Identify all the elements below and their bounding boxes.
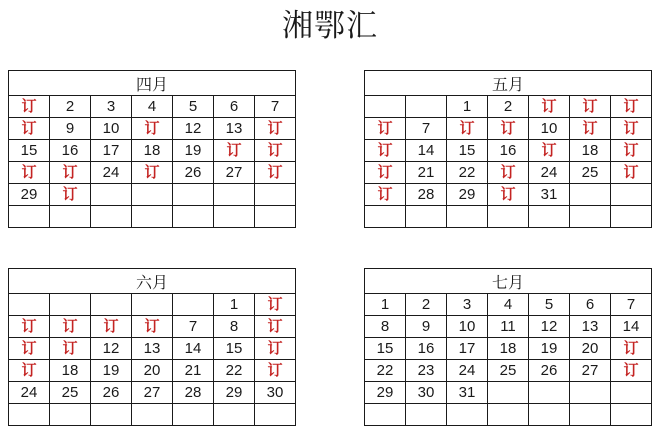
page-title: 湘鄂汇 <box>282 8 378 43</box>
booked-cell: 订 <box>611 360 652 382</box>
booked-cell: 订 <box>255 360 296 382</box>
calendar-week-row <box>9 404 296 426</box>
day-cell: 1 <box>447 96 488 118</box>
day-cell: 17 <box>447 338 488 360</box>
day-cell: 27 <box>570 360 611 382</box>
empty-cell <box>529 382 570 404</box>
calendar-week-row <box>365 206 652 228</box>
day-cell: 5 <box>173 96 214 118</box>
booked-cell: 订 <box>611 162 652 184</box>
booked-cell: 订 <box>255 140 296 162</box>
booked-cell: 订 <box>570 96 611 118</box>
day-cell: 29 <box>214 382 255 404</box>
day-cell: 12 <box>91 338 132 360</box>
day-cell: 15 <box>9 140 50 162</box>
day-cell: 13 <box>132 338 173 360</box>
day-cell: 3 <box>91 96 132 118</box>
calendar-week-row <box>9 184 296 206</box>
day-cell: 29 <box>447 184 488 206</box>
day-cell: 15 <box>365 338 406 360</box>
booked-cell: 订 <box>611 96 652 118</box>
empty-cell <box>9 404 50 426</box>
empty-cell <box>132 184 173 206</box>
empty-cell <box>611 404 652 426</box>
day-cell: 30 <box>406 382 447 404</box>
day-cell: 10 <box>447 316 488 338</box>
empty-cell <box>529 404 570 426</box>
booked-cell: 订 <box>570 118 611 140</box>
day-cell: 13 <box>214 118 255 140</box>
calendar-week-row <box>9 206 296 228</box>
day-cell: 30 <box>255 382 296 404</box>
empty-cell <box>365 206 406 228</box>
month-header-row <box>9 71 296 96</box>
day-cell: 17 <box>91 140 132 162</box>
empty-cell <box>50 206 91 228</box>
booked-cell: 订 <box>255 338 296 360</box>
empty-cell <box>611 184 652 206</box>
day-cell: 28 <box>406 184 447 206</box>
day-cell: 6 <box>570 294 611 316</box>
calendar-week-row <box>9 162 296 184</box>
day-cell: 3 <box>447 294 488 316</box>
empty-cell <box>91 404 132 426</box>
calendar-week-row <box>365 360 652 382</box>
day-cell: 25 <box>488 360 529 382</box>
month-header-april: 四月 <box>9 71 296 96</box>
day-cell: 20 <box>132 360 173 382</box>
booked-cell: 订 <box>611 118 652 140</box>
day-cell: 8 <box>365 316 406 338</box>
day-cell: 14 <box>173 338 214 360</box>
day-cell: 1 <box>365 294 406 316</box>
day-cell: 26 <box>173 162 214 184</box>
booked-cell: 订 <box>50 162 91 184</box>
empty-cell <box>50 294 91 316</box>
booked-cell: 订 <box>9 360 50 382</box>
booked-cell: 订 <box>365 162 406 184</box>
calendar-week-row <box>365 140 652 162</box>
day-cell: 18 <box>132 140 173 162</box>
calendar-week-row <box>9 338 296 360</box>
booked-cell: 订 <box>255 162 296 184</box>
empty-cell <box>132 206 173 228</box>
day-cell: 28 <box>173 382 214 404</box>
day-cell: 8 <box>214 316 255 338</box>
day-cell: 22 <box>214 360 255 382</box>
day-cell: 27 <box>132 382 173 404</box>
empty-cell <box>173 404 214 426</box>
empty-cell <box>173 294 214 316</box>
day-cell: 18 <box>50 360 91 382</box>
booked-cell: 订 <box>529 140 570 162</box>
day-cell: 19 <box>173 140 214 162</box>
month-header-july: 七月 <box>365 269 652 294</box>
empty-cell <box>255 404 296 426</box>
day-cell: 12 <box>173 118 214 140</box>
day-cell: 24 <box>9 382 50 404</box>
day-cell: 16 <box>406 338 447 360</box>
empty-cell <box>488 404 529 426</box>
empty-cell <box>132 404 173 426</box>
month-header-may: 五月 <box>365 71 652 96</box>
month-header-row <box>9 269 296 294</box>
booked-cell: 订 <box>255 316 296 338</box>
calendar-week-row <box>365 294 652 316</box>
calendar-may <box>364 70 652 228</box>
booked-cell: 订 <box>9 118 50 140</box>
calendar-week-row <box>9 316 296 338</box>
empty-cell <box>365 96 406 118</box>
booked-cell: 订 <box>132 162 173 184</box>
empty-cell <box>173 184 214 206</box>
booked-cell: 订 <box>255 118 296 140</box>
calendar-week-row <box>365 96 652 118</box>
calendar-week-row <box>365 184 652 206</box>
day-cell: 20 <box>570 338 611 360</box>
empty-cell <box>488 206 529 228</box>
day-cell: 6 <box>214 96 255 118</box>
empty-cell <box>529 206 570 228</box>
booked-cell: 订 <box>132 118 173 140</box>
calendar-week-row <box>365 162 652 184</box>
booked-cell: 订 <box>50 316 91 338</box>
booked-cell: 订 <box>488 184 529 206</box>
empty-cell <box>406 206 447 228</box>
booked-cell: 订 <box>365 140 406 162</box>
day-cell: 7 <box>406 118 447 140</box>
booked-cell: 订 <box>488 162 529 184</box>
day-cell: 4 <box>488 294 529 316</box>
calendar-week-row <box>365 404 652 426</box>
booked-cell: 订 <box>365 184 406 206</box>
empty-cell <box>570 206 611 228</box>
calendar-week-row <box>9 140 296 162</box>
calendar-week-row <box>365 118 652 140</box>
booked-cell: 订 <box>488 118 529 140</box>
day-cell: 7 <box>611 294 652 316</box>
day-cell: 16 <box>488 140 529 162</box>
empty-cell <box>91 206 132 228</box>
empty-cell <box>488 382 529 404</box>
empty-cell <box>9 294 50 316</box>
empty-cell <box>570 404 611 426</box>
day-cell: 21 <box>406 162 447 184</box>
empty-cell <box>132 294 173 316</box>
day-cell: 14 <box>611 316 652 338</box>
day-cell: 25 <box>50 382 91 404</box>
calendar-week-row <box>9 294 296 316</box>
calendar-week-row <box>365 338 652 360</box>
month-header-row <box>365 269 652 294</box>
calendar-week-row <box>365 382 652 404</box>
calendar-july <box>364 268 652 426</box>
day-cell: 13 <box>570 316 611 338</box>
calendar-week-row <box>9 382 296 404</box>
empty-cell <box>255 184 296 206</box>
calendar-june <box>8 268 296 426</box>
empty-cell <box>255 206 296 228</box>
calendar-week-row <box>9 96 296 118</box>
booked-cell: 订 <box>447 118 488 140</box>
empty-cell <box>91 294 132 316</box>
booked-cell: 订 <box>611 338 652 360</box>
day-cell: 22 <box>365 360 406 382</box>
day-cell: 11 <box>488 316 529 338</box>
day-cell: 19 <box>91 360 132 382</box>
day-cell: 2 <box>50 96 91 118</box>
booked-cell: 订 <box>255 294 296 316</box>
booked-cell: 订 <box>9 316 50 338</box>
booked-cell: 订 <box>50 338 91 360</box>
day-cell: 24 <box>529 162 570 184</box>
day-cell: 9 <box>50 118 91 140</box>
day-cell: 24 <box>91 162 132 184</box>
booked-cell: 订 <box>91 316 132 338</box>
day-cell: 7 <box>255 96 296 118</box>
booked-cell: 订 <box>611 140 652 162</box>
booked-cell: 订 <box>132 316 173 338</box>
day-cell: 14 <box>406 140 447 162</box>
empty-cell <box>611 206 652 228</box>
empty-cell <box>406 404 447 426</box>
day-cell: 5 <box>529 294 570 316</box>
empty-cell <box>447 404 488 426</box>
empty-cell <box>91 184 132 206</box>
day-cell: 1 <box>214 294 255 316</box>
calendar-week-row <box>365 316 652 338</box>
empty-cell <box>214 184 255 206</box>
day-cell: 7 <box>173 316 214 338</box>
empty-cell <box>365 404 406 426</box>
booked-cell: 订 <box>529 96 570 118</box>
day-cell: 21 <box>173 360 214 382</box>
booked-cell: 订 <box>9 96 50 118</box>
calendar-week-row <box>9 118 296 140</box>
empty-cell <box>214 404 255 426</box>
day-cell: 16 <box>50 140 91 162</box>
day-cell: 26 <box>529 360 570 382</box>
day-cell: 26 <box>91 382 132 404</box>
calendar-april <box>8 70 296 228</box>
day-cell: 10 <box>91 118 132 140</box>
day-cell: 24 <box>447 360 488 382</box>
day-cell: 31 <box>529 184 570 206</box>
day-cell: 10 <box>529 118 570 140</box>
day-cell: 15 <box>447 140 488 162</box>
day-cell: 31 <box>447 382 488 404</box>
empty-cell <box>570 184 611 206</box>
empty-cell <box>447 206 488 228</box>
booked-cell: 订 <box>214 140 255 162</box>
empty-cell <box>173 206 214 228</box>
day-cell: 4 <box>132 96 173 118</box>
day-cell: 29 <box>365 382 406 404</box>
month-header-row <box>365 71 652 96</box>
booked-cell: 订 <box>365 118 406 140</box>
month-header-june: 六月 <box>9 269 296 294</box>
day-cell: 2 <box>488 96 529 118</box>
booked-cell: 订 <box>9 338 50 360</box>
day-cell: 25 <box>570 162 611 184</box>
calendar-week-row <box>9 360 296 382</box>
day-cell: 27 <box>214 162 255 184</box>
day-cell: 2 <box>406 294 447 316</box>
day-cell: 19 <box>529 338 570 360</box>
booked-cell: 订 <box>9 162 50 184</box>
day-cell: 29 <box>9 184 50 206</box>
day-cell: 12 <box>529 316 570 338</box>
day-cell: 18 <box>488 338 529 360</box>
empty-cell <box>214 206 255 228</box>
day-cell: 15 <box>214 338 255 360</box>
empty-cell <box>406 96 447 118</box>
empty-cell <box>9 206 50 228</box>
day-cell: 22 <box>447 162 488 184</box>
empty-cell <box>611 382 652 404</box>
day-cell: 23 <box>406 360 447 382</box>
day-cell: 9 <box>406 316 447 338</box>
empty-cell <box>570 382 611 404</box>
day-cell: 18 <box>570 140 611 162</box>
booked-cell: 订 <box>50 184 91 206</box>
empty-cell <box>50 404 91 426</box>
